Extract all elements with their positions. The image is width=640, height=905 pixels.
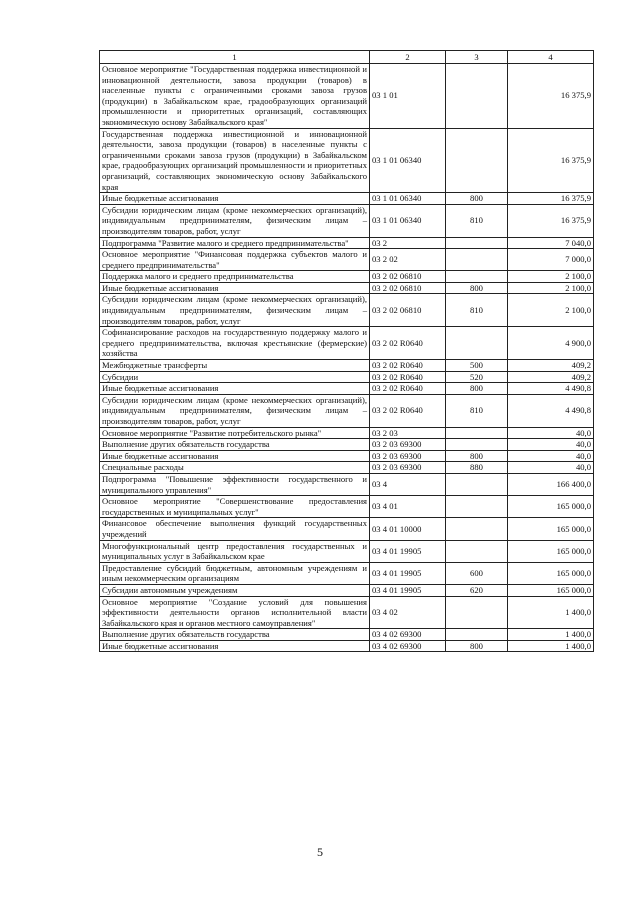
row-amount: 165 000,0 — [508, 584, 594, 596]
table-row — [100, 473, 594, 495]
row-name: Подпрограмма "Повышение эффективности государственного и муниципального управления" — [100, 473, 370, 495]
row-name: Иные бюджетные ассигнования — [100, 450, 370, 462]
row-amount: 4 490,8 — [508, 383, 594, 395]
table-row — [100, 294, 594, 327]
row-name: Субсидии автономным учреждениям — [100, 584, 370, 596]
row-name: Иные бюджетные ассигнования — [100, 193, 370, 205]
header-col-4: 4 — [508, 51, 594, 64]
header-col-2: 2 — [370, 51, 446, 64]
row-name: Иные бюджетные ассигнования — [100, 282, 370, 294]
row-amount: 16 375,9 — [508, 128, 594, 193]
row-type: 800 — [446, 193, 508, 205]
table-row — [100, 496, 594, 518]
row-type: 620 — [446, 584, 508, 596]
row-name: Субсидии юридическим лицам (кроме некоммерческих организаций), индивидуальным предпринимателям, физическим лицам – производителям товаров, работ, услуг — [100, 294, 370, 327]
row-amount: 166 400,0 — [508, 473, 594, 495]
row-type: 810 — [446, 394, 508, 427]
row-type — [446, 237, 508, 249]
row-code: 03 2 02 R0640 — [370, 383, 446, 395]
row-type — [446, 427, 508, 439]
row-type — [446, 439, 508, 451]
row-name: Специальные расходы — [100, 462, 370, 474]
table-row — [100, 271, 594, 283]
row-amount: 1 400,0 — [508, 596, 594, 629]
table-row — [100, 282, 594, 294]
table-row — [100, 562, 594, 584]
row-amount: 4 900,0 — [508, 327, 594, 360]
row-name: Основное мероприятие "Создание условий для повышения эффективности деятельности органов исполнительной власти Забайкальского края и органов местного самоуправления" — [100, 596, 370, 629]
row-amount: 2 100,0 — [508, 294, 594, 327]
table-row — [100, 596, 594, 629]
table-row — [100, 450, 594, 462]
row-name: Иные бюджетные ассигнования — [100, 640, 370, 652]
row-name: Иные бюджетные ассигнования — [100, 383, 370, 395]
row-type — [446, 64, 508, 129]
row-name: Межбюджетные трансферты — [100, 360, 370, 372]
row-amount: 4 490,8 — [508, 394, 594, 427]
row-code: 03 4 — [370, 473, 446, 495]
row-name: Выполнение других обязательств государства — [100, 439, 370, 451]
row-amount: 165 000,0 — [508, 496, 594, 518]
row-type: 800 — [446, 450, 508, 462]
row-code: 03 2 02 R0640 — [370, 327, 446, 360]
row-type: 810 — [446, 294, 508, 327]
row-amount: 1 400,0 — [508, 629, 594, 641]
row-code: 03 1 01 06340 — [370, 204, 446, 237]
row-amount: 409,2 — [508, 371, 594, 383]
row-name: Предоставление субсидий бюджетным, автономным учреждениям и иным некоммерческим организациям — [100, 562, 370, 584]
row-type — [446, 629, 508, 641]
row-code: 03 2 02 R0640 — [370, 360, 446, 372]
row-name: Многофункциональный центр предоставления государственных и муниципальных услуг в Забайкальском крае — [100, 540, 370, 562]
table-row — [100, 394, 594, 427]
row-type — [446, 271, 508, 283]
row-amount: 40,0 — [508, 427, 594, 439]
row-code: 03 1 01 — [370, 64, 446, 129]
row-type — [446, 249, 508, 271]
row-code: 03 4 01 19905 — [370, 584, 446, 596]
row-name: Основное мероприятие "Финансовая поддержка субъектов малого и среднего предпринимательства" — [100, 249, 370, 271]
row-type — [446, 128, 508, 193]
row-name: Субсидии юридическим лицам (кроме некоммерческих организаций), индивидуальным предпринимателям, физическим лицам – производителям товаров, работ, услуг — [100, 204, 370, 237]
row-code: 03 2 03 69300 — [370, 462, 446, 474]
row-code: 03 1 01 06340 — [370, 193, 446, 205]
row-code: 03 2 03 69300 — [370, 439, 446, 451]
row-type: 800 — [446, 282, 508, 294]
row-amount: 16 375,9 — [508, 193, 594, 205]
header-col-3: 3 — [446, 51, 508, 64]
table-body — [100, 64, 594, 652]
table-row — [100, 540, 594, 562]
row-type: 880 — [446, 462, 508, 474]
row-name: Субсидии — [100, 371, 370, 383]
row-amount: 1 400,0 — [508, 640, 594, 652]
row-amount: 165 000,0 — [508, 518, 594, 540]
row-type — [446, 518, 508, 540]
row-amount: 7 040,0 — [508, 237, 594, 249]
table-row — [100, 383, 594, 395]
table-row — [100, 360, 594, 372]
row-code: 03 2 02 R0640 — [370, 394, 446, 427]
budget-table — [99, 50, 594, 652]
row-type — [446, 540, 508, 562]
table-row — [100, 584, 594, 596]
row-code: 03 4 02 69300 — [370, 640, 446, 652]
row-code: 03 2 02 R0640 — [370, 371, 446, 383]
row-amount: 16 375,9 — [508, 204, 594, 237]
row-name: Подпрограмма "Развитие малого и среднего предпринимательства" — [100, 237, 370, 249]
row-amount: 409,2 — [508, 360, 594, 372]
table-row — [100, 439, 594, 451]
table-row — [100, 327, 594, 360]
row-code: 03 2 02 06810 — [370, 294, 446, 327]
table-row — [100, 629, 594, 641]
row-name: Основное мероприятие "Совершенствование предоставления государственных и муниципальных услуг" — [100, 496, 370, 518]
row-amount: 2 100,0 — [508, 271, 594, 283]
row-amount: 165 000,0 — [508, 562, 594, 584]
row-type: 810 — [446, 204, 508, 237]
row-code: 03 4 01 — [370, 496, 446, 518]
header-col-1: 1 — [100, 51, 370, 64]
table-row — [100, 640, 594, 652]
row-code: 03 2 02 — [370, 249, 446, 271]
table-row — [100, 193, 594, 205]
row-name: Основное мероприятие "Государственная поддержка инвестиционной и инновационной деятельности, завоза продукции (товаров) в населенные пункты с ограниченными сроками завоза грузов (продукции) в Забайкальском крае, градообразующих организаций промышленности и приоритетных организаций, составляющих экономическую основу Забайкальского края" — [100, 64, 370, 129]
row-amount: 165 000,0 — [508, 540, 594, 562]
page-number: 5 — [317, 845, 323, 859]
table-row — [100, 462, 594, 474]
row-name: Основное мероприятие "Развитие потребительского рынка" — [100, 427, 370, 439]
row-name: Финансовое обеспечение выполнения функций государственных учреждений — [100, 518, 370, 540]
row-code: 03 2 02 06810 — [370, 282, 446, 294]
row-amount: 2 100,0 — [508, 282, 594, 294]
table-row — [100, 371, 594, 383]
row-amount: 7 000,0 — [508, 249, 594, 271]
table-row — [100, 427, 594, 439]
row-type: 520 — [446, 371, 508, 383]
row-name: Софинансирование расходов на государственную поддержку малого и среднего предпринимательства, включая крестьянские (фермерские) хозяйства — [100, 327, 370, 360]
row-code: 03 2 02 06810 — [370, 271, 446, 283]
table-row — [100, 64, 594, 129]
row-amount: 40,0 — [508, 462, 594, 474]
row-code: 03 1 01 06340 — [370, 128, 446, 193]
table-row — [100, 128, 594, 193]
row-type: 500 — [446, 360, 508, 372]
row-code: 03 4 01 19905 — [370, 540, 446, 562]
row-code: 03 2 03 — [370, 427, 446, 439]
row-code: 03 2 — [370, 237, 446, 249]
table-header-row — [100, 51, 594, 64]
table-row — [100, 518, 594, 540]
row-name: Субсидии юридическим лицам (кроме некоммерческих организаций), индивидуальным предпринимателям, физическим лицам – производителям товаров, работ, услуг — [100, 394, 370, 427]
row-type: 600 — [446, 562, 508, 584]
row-amount: 16 375,9 — [508, 64, 594, 129]
table-row — [100, 204, 594, 237]
table-row — [100, 237, 594, 249]
row-code: 03 2 03 69300 — [370, 450, 446, 462]
row-type — [446, 473, 508, 495]
row-type: 800 — [446, 640, 508, 652]
table-row — [100, 249, 594, 271]
row-type — [446, 496, 508, 518]
row-type — [446, 596, 508, 629]
row-name: Государственная поддержка инвестиционной и инновационной деятельности, завоза продукции (товаров) в населенные пункты с ограниченными сроками завоза грузов (продукции) в Забайкальском крае, градообразующих организаций промышленности и приоритетных организаций, составляющих экономическую основу Забайкальского края — [100, 128, 370, 193]
row-code: 03 4 01 10000 — [370, 518, 446, 540]
row-name: Выполнение других обязательств государства — [100, 629, 370, 641]
row-amount: 40,0 — [508, 450, 594, 462]
row-code: 03 4 01 19905 — [370, 562, 446, 584]
row-code: 03 4 02 69300 — [370, 629, 446, 641]
row-type — [446, 327, 508, 360]
row-code: 03 4 02 — [370, 596, 446, 629]
row-name: Поддержка малого и среднего предпринимательства — [100, 271, 370, 283]
row-type: 800 — [446, 383, 508, 395]
row-amount: 40,0 — [508, 439, 594, 451]
